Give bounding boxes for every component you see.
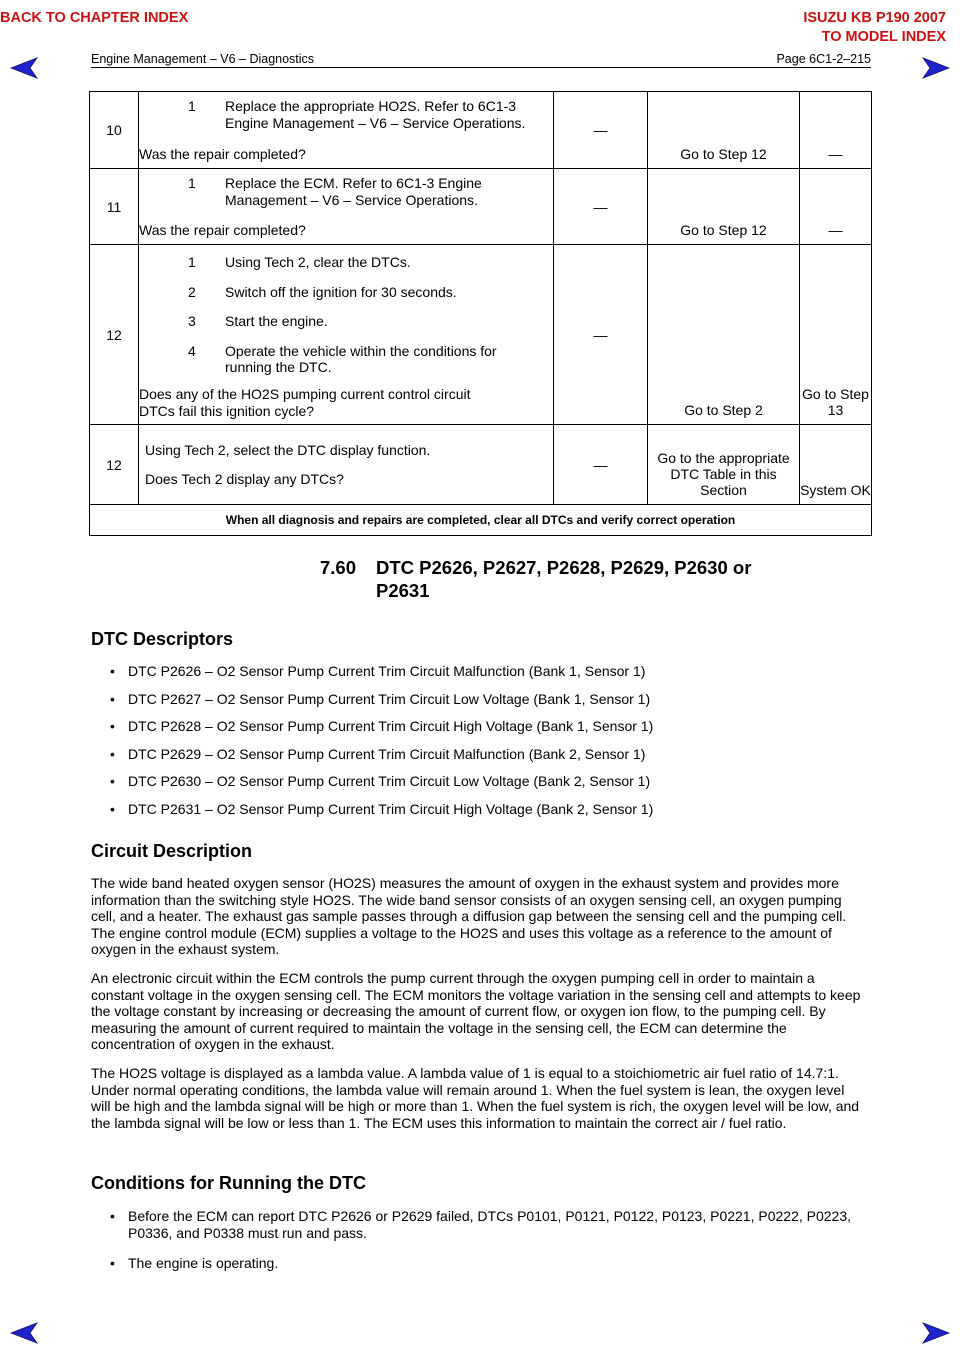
yes-cell: Go to the appropriate DTC Table in this Section xyxy=(648,425,800,505)
action-text: Replace the ECM. Refer to 6C1-3 Engine Management – V6 – Service Operations. xyxy=(225,175,482,208)
action-number: 2 xyxy=(188,283,196,300)
list-item: • The engine is operating. xyxy=(110,1255,279,1271)
list-item: • DTC P2626 – O2 Sensor Pump Current Trim Circuit Malfunction (Bank 1, Sensor 1) xyxy=(110,663,646,679)
value-cell: — xyxy=(554,245,648,425)
circuit-paragraph-2: An electronic circuit within the ECM controls the pump current through the oxygen pumping cell in order to maintain a constant voltage in the oxygen sensing cell. The ECM monitors the voltage variation in the sensing cell and attempts to keep the voltage constant by increasing or decreasing the amount of current flow, or oxygen ion flow, to the pumping cell. By measuring the amount of current required to maintain the voltage in the sensing cell, the ECM can determine the concentration of oxygen in the exhaust. xyxy=(91,970,861,1052)
action-text: Using Tech 2, clear the DTCs. xyxy=(225,254,411,270)
to-model-index-link[interactable]: TO MODEL INDEX xyxy=(821,29,946,45)
no-cell: — xyxy=(800,169,872,245)
list-item: • Before the ECM can report DTC P2626 or P2629 failed, DTCs P0101, P0121, P0122, P0123, P0221, P0222, P0223, P0336, and P0338 must run and pass. xyxy=(110,1208,852,1241)
action-number: 1 xyxy=(188,98,196,114)
model-title-link[interactable]: ISUZU KB P190 2007 xyxy=(803,10,946,26)
prev-page-arrow-icon[interactable] xyxy=(10,57,38,79)
conditions-list xyxy=(110,1208,870,1272)
header-divider xyxy=(91,67,871,68)
step-number: 11 xyxy=(90,169,139,245)
action-number: 3 xyxy=(188,313,196,329)
no-cell: — xyxy=(800,92,872,169)
circuit-description-heading: Circuit Description xyxy=(91,841,253,861)
next-page-arrow-bottom-icon[interactable] xyxy=(922,1322,950,1344)
action-text: Replace the appropriate HO2S. Refer to 6C1-3 Engine Management – V6 – Service Operations. xyxy=(225,98,526,131)
list-item: • DTC P2630 – O2 Sensor Pump Current Trim Circuit Low Voltage (Bank 2, Sensor 1) xyxy=(110,773,651,789)
page-number: Page 6C1-2–215 xyxy=(776,52,871,66)
conditions-heading: Conditions for Running the DTC xyxy=(91,1173,366,1193)
table-footer-note: When all diagnosis and repairs are completed, clear all DTCs and verify correct operation xyxy=(90,505,872,536)
action-number: 4 xyxy=(188,342,196,359)
value-cell: — xyxy=(554,425,648,505)
value-cell: — xyxy=(554,92,648,169)
list-item: • DTC P2631 – O2 Sensor Pump Current Trim Circuit High Voltage (Bank 2, Sensor 1) xyxy=(110,800,654,817)
prev-page-arrow-bottom-icon[interactable] xyxy=(10,1322,38,1344)
question-text: Was the repair completed? xyxy=(139,222,306,238)
back-to-chapter-index-link[interactable]: BACK TO CHAPTER INDEX xyxy=(0,10,189,26)
no-cell: Go to Step 13 xyxy=(800,245,872,425)
action-number: 1 xyxy=(188,175,196,191)
circuit-paragraph-1: The wide band heated oxygen sensor (HO2S) measures the amount of oxygen in the exhaust system and provides more information than the switching style HO2S. The wide band sensor consists of an oxygen sensing cell, an oxygen pumping cell, and a heater. The exhaust gas sample passes through a diffusion gap between the sensing cell and the pumping cell. The engine control module (ECM) supplies a voltage to the HO2S and uses this voltage as a reference to the amount of oxygen in the exhaust system. xyxy=(91,875,847,957)
dtc-descriptors-list xyxy=(110,663,870,817)
section-number: 7.60 xyxy=(320,557,357,578)
yes-cell: Go to Step 12 xyxy=(648,169,800,245)
question-text: Does any of the HO2S pumping current control circuit DTCs fail this ignition cycle? xyxy=(139,386,471,419)
action-text: Switch off the ignition for 30 seconds. xyxy=(225,283,457,300)
section-title: DTC P2626, P2627, P2628, P2629, P2630 or P2631 xyxy=(376,557,752,601)
yes-cell: Go to Step 12 xyxy=(648,92,800,169)
list-item: • DTC P2627 – O2 Sensor Pump Current Trim Circuit Low Voltage (Bank 1, Sensor 1) xyxy=(110,690,651,707)
action-text: Using Tech 2, select the DTC display function. xyxy=(145,441,431,458)
question-text: Does Tech 2 display any DTCs? xyxy=(145,471,344,487)
action-text: Start the engine. xyxy=(225,313,328,329)
question-text: Was the repair completed? xyxy=(139,146,306,162)
page-header-title: Engine Management – V6 – Diagnostics xyxy=(91,52,315,66)
no-cell: System OK xyxy=(800,425,872,505)
step-number: 10 xyxy=(90,92,139,169)
step-number: 12 xyxy=(90,245,139,425)
dtc-descriptors-heading: DTC Descriptors xyxy=(91,629,234,649)
table-row xyxy=(90,425,872,505)
step-number: 12 xyxy=(90,425,139,505)
value-cell: — xyxy=(554,169,648,245)
action-number: 1 xyxy=(188,254,196,270)
yes-cell: Go to Step 2 xyxy=(648,245,800,425)
table-footer-row xyxy=(90,505,872,536)
action-text: Operate the vehicle within the conditions for running the DTC. xyxy=(225,342,497,375)
circuit-paragraph-3: The HO2S voltage is displayed as a lambda value. A lambda value of 1 is equal to a stoichiometric air fuel ratio of 14.7:1. Under normal operating conditions, the lambda value will remain around 1. When the fuel system is lean, the oxygen level will be high and the lambda signal will be high or more than 1. When the fuel system is rich, the oxygen level will be low, and the lambda signal will be low or less than 1. The ECM uses this information to maintain the correct air / fuel ratio. xyxy=(91,1065,860,1131)
action-cell xyxy=(139,425,554,505)
next-page-arrow-icon[interactable] xyxy=(922,57,950,79)
list-item: • DTC P2629 – O2 Sensor Pump Current Trim Circuit Malfunction (Bank 2, Sensor 1) xyxy=(110,745,646,762)
list-item: • DTC P2628 – O2 Sensor Pump Current Trim Circuit High Voltage (Bank 1, Sensor 1) xyxy=(110,718,654,734)
